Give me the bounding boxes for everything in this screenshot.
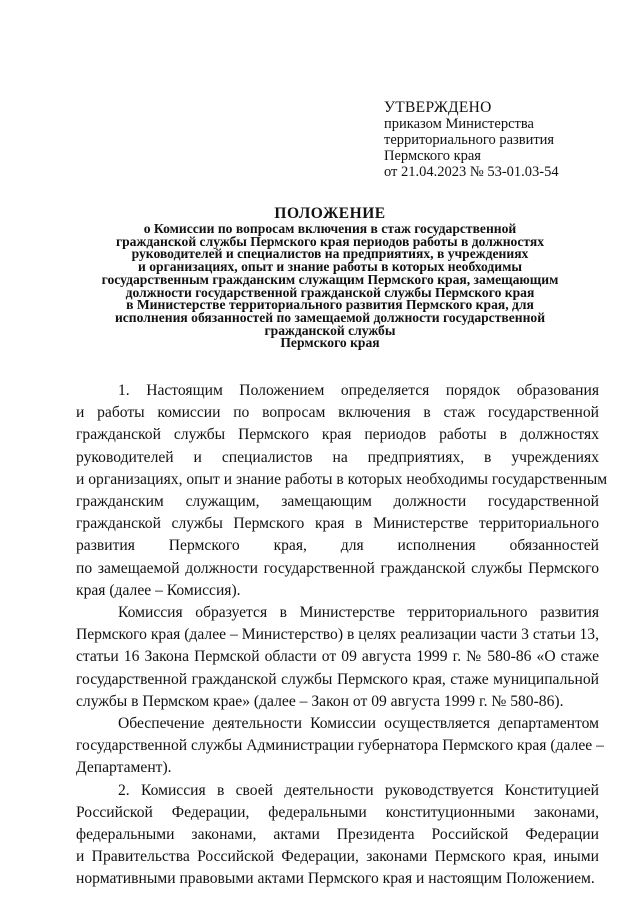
- paragraph-3-line: Департамент).: [76, 759, 172, 777]
- document-body: [76, 380, 608, 891]
- paragraph-1-line: гражданским служащим, замещающим должности государственной: [76, 493, 599, 511]
- paragraph-3-line: Обеспечение деятельности Комиссии осуществляется департаментом: [118, 715, 599, 733]
- paragraph-1-line: руководителей и специалистов на предприятиях, в учреждениях: [76, 448, 599, 466]
- paragraph-3-line: государственной службы Администрации губернатора Пермского края (далее –: [76, 737, 604, 755]
- approval-line: территориального развития: [384, 132, 555, 148]
- subtitle-line: Пермского края: [280, 335, 380, 351]
- subtitle-line: гражданской службы: [264, 322, 396, 338]
- approval-line: приказом Министерства: [384, 116, 534, 132]
- paragraph-1-line: по замещаемой должности государственной гражданской службы Пермского: [76, 559, 599, 577]
- paragraph-4-line: нормативными правовыми актами Пермского края и настоящим Положением.: [76, 870, 595, 888]
- paragraph-2-line: Комиссия образуется в Министерстве территориального развития: [118, 604, 599, 622]
- subtitle-line: в Министерстве территориального развития Пермского края, для: [126, 297, 534, 313]
- subtitle-line: руководителей и специалистов на предприятиях, в учреждениях: [131, 246, 529, 262]
- paragraph-1-line: и организациях, опыт и знание работы в которых необходимы государственным: [76, 470, 608, 488]
- subtitle-line: и организациях, опыт и знание работы в которых необходимы: [138, 259, 522, 275]
- approval-stamp: [384, 100, 614, 180]
- paragraph-1-line: гражданской службы Пермского края в Министерстве территориального: [76, 515, 599, 533]
- subtitle-line: исполнения обязанностей по замещаемой должности государственной: [114, 309, 546, 325]
- paragraph-2-line: государственной гражданской службы Пермского края, стаже муниципальной: [76, 670, 599, 688]
- paragraph-4-line: и Правительства Российской Федерации, законами Пермского края, иными: [76, 848, 599, 866]
- approval-line: Пермского края: [384, 148, 481, 164]
- paragraph-4-line: Российской Федерации, федеральными конституционными законами,: [76, 803, 599, 821]
- document-title: ПОЛОЖЕНИЕ: [274, 205, 386, 222]
- paragraph-1-line: и работы комиссии по вопросам включения в стаж государственной: [76, 404, 599, 422]
- paragraph-2-line: службы в Пермском крае» (далее – Закон от 09 августа 1999 г. № 580-86).: [76, 692, 564, 710]
- subtitle-line: о Комиссии по вопросам включения в стаж государственной: [143, 221, 517, 236]
- paragraph-4-line: 2. Комиссия в своей деятельности руководствуется Конституцией: [118, 781, 599, 799]
- subtitle-line: должности государственной гражданской службы Пермского края: [125, 284, 535, 300]
- document-title-block: [60, 204, 600, 350]
- paragraph-1-line: края (далее – Комиссия).: [76, 581, 241, 599]
- paragraph-1-line: развития Пермского края, для исполнения обязанностей: [76, 537, 599, 555]
- approval-line: от 21.04.2023 № 53-01.03-54: [384, 164, 559, 180]
- paragraph-2-line: Пермского края (далее – Министерство) в целях реализации части 3 статьи 13,: [76, 626, 599, 644]
- approval-heading: УТВЕРЖДЕНО: [384, 99, 492, 116]
- subtitle-line: государственным гражданским служащим Пермского края, замещающим: [101, 271, 559, 287]
- subtitle-line: гражданской службы Пермского края периодов работы в должностях: [115, 233, 545, 249]
- paragraph-2-line: статьи 16 Закона Пермской области от 09 августа 1999 г. № 580-86 «О стаже: [76, 648, 599, 666]
- paragraph-4-line: федеральными законами, актами Президента Российской Федерации: [76, 826, 599, 844]
- paragraph-1-line: 1. Настоящим Положением определяется порядок образования: [118, 382, 599, 399]
- paragraph-1-line: гражданской службы Пермского края периодов работы в должностях: [76, 426, 599, 444]
